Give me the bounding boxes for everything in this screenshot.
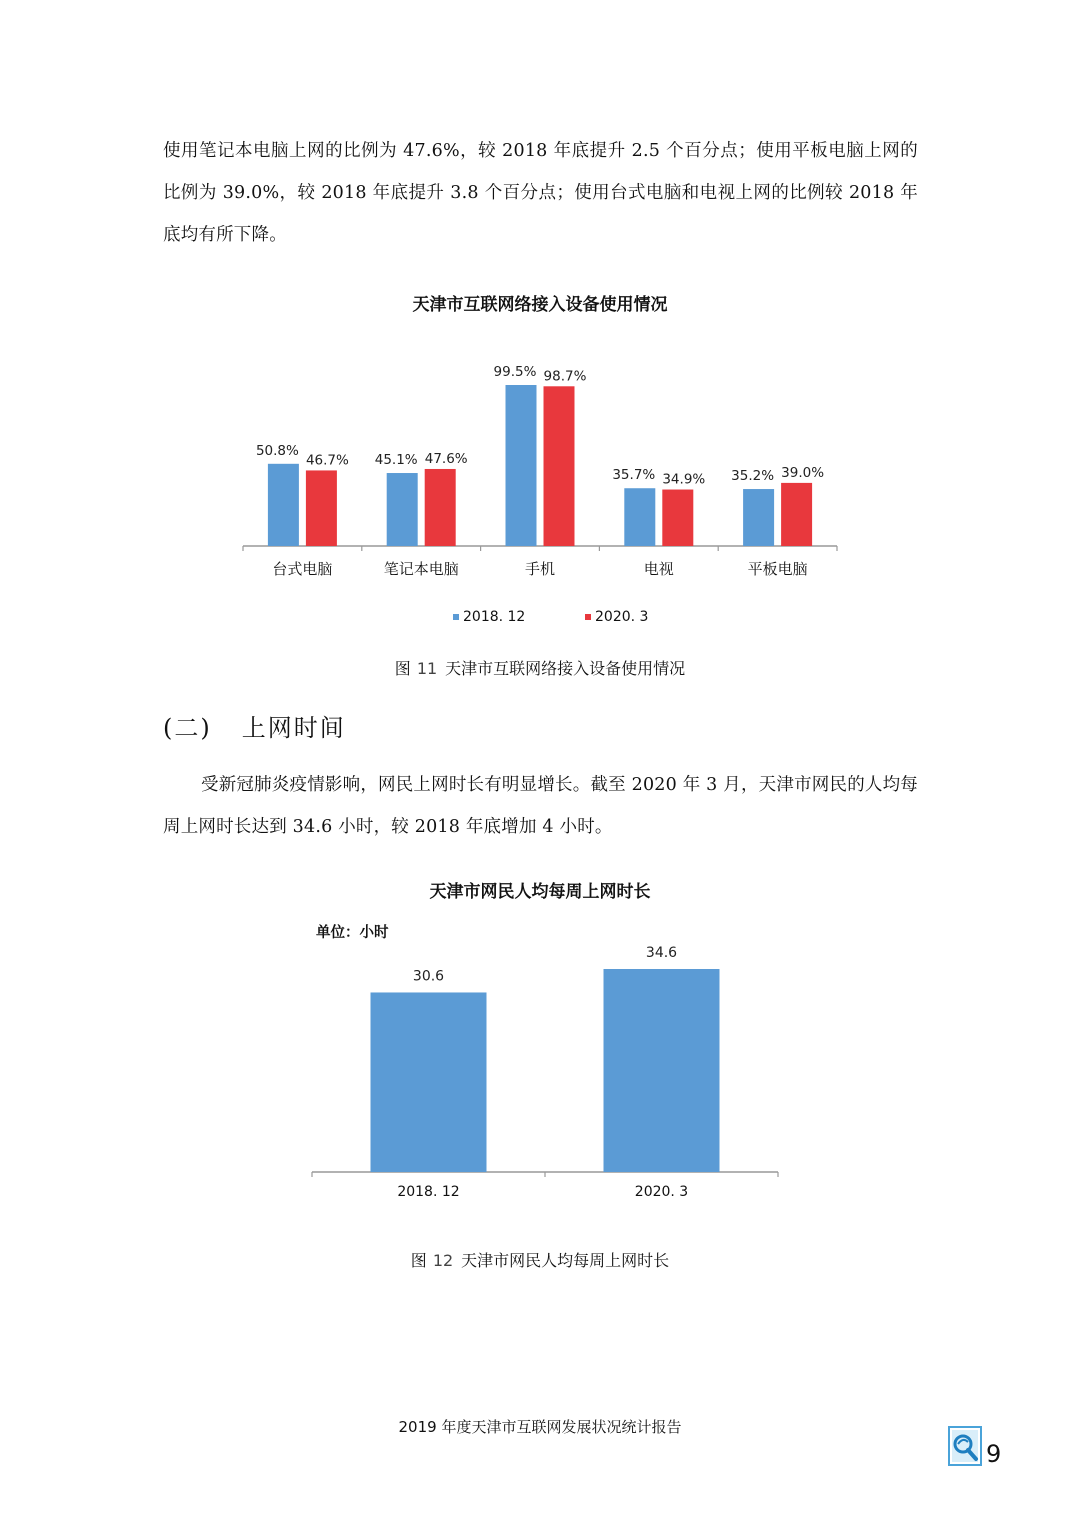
caption-text: 天津市网民人均每周上网时长 — [461, 1251, 670, 1270]
chart1-caption — [0, 656, 1080, 679]
page-number: 9 — [986, 1440, 1002, 1468]
category-label: 电视 — [643, 560, 674, 578]
section-label: (二) — [163, 714, 212, 742]
legend-label: 2020. 3 — [595, 609, 649, 625]
bar — [506, 385, 537, 546]
bar — [624, 488, 655, 546]
bar — [781, 483, 812, 546]
category-label: 2018. 12 — [397, 1184, 460, 1200]
data-label: 34.9% — [662, 471, 706, 488]
data-label: 50.8% — [255, 442, 299, 459]
bar — [371, 992, 487, 1172]
caption-prefix: 图 — [410, 1251, 427, 1270]
chart2-title: 天津市网民人均每周上网时长 — [429, 882, 651, 902]
bar — [425, 469, 456, 546]
legend-swatch — [585, 614, 591, 620]
category-label: 平板电脑 — [747, 560, 808, 578]
caption-number: 12 — [432, 1251, 454, 1270]
chart2-caption — [0, 1248, 1080, 1271]
caption-number: 11 — [416, 659, 438, 678]
weekly-hours-chart — [0, 930, 1080, 1220]
data-label: 99.5% — [493, 364, 537, 380]
category-label: 笔记本电脑 — [383, 560, 459, 578]
bar — [268, 464, 299, 546]
paragraph-online-time: 受新冠肺炎疫情影响，网民上网时长有明显增长。截至 2020 年 3 月，天津市网民的人均每周上网时长达到 34.6 小时，较 2018 年底增加 4 小时。 — [163, 775, 918, 837]
bar — [604, 969, 720, 1172]
bar — [544, 386, 575, 546]
data-label: 34.6 — [645, 945, 678, 961]
section-heading — [163, 708, 346, 743]
bar — [306, 470, 337, 546]
bar — [662, 490, 693, 546]
data-label: 45.1% — [374, 452, 418, 469]
category-label: 2020. 3 — [634, 1184, 689, 1200]
report-logo-icon — [948, 1426, 982, 1466]
data-label: 47.6% — [424, 450, 468, 467]
bar — [387, 473, 418, 546]
chart1-title: 天津市互联网络接入设备使用情况 — [412, 295, 668, 315]
data-label: 46.7% — [305, 452, 349, 469]
chart2-unit-label: 单位：小时 — [316, 925, 389, 941]
bar — [743, 489, 774, 546]
page-footer: 2019 年度天津市互联网发展状况统计报告 — [398, 1418, 682, 1436]
caption-prefix: 图 — [394, 659, 411, 678]
data-label: 35.2% — [731, 468, 775, 485]
category-label: 台式电脑 — [272, 560, 333, 578]
data-label: 35.7% — [612, 467, 656, 484]
caption-text: 天津市互联网络接入设备使用情况 — [445, 659, 686, 678]
section-title: 上网时间 — [241, 714, 346, 742]
data-label: 30.6 — [412, 968, 445, 985]
data-label: 39.0% — [781, 464, 825, 481]
legend-swatch — [453, 614, 459, 620]
category-label: 手机 — [524, 560, 556, 578]
legend-label: 2018. 12 — [463, 609, 526, 625]
paragraph-device-usage: 使用笔记本电脑上网的比例为 47.6%，较 2018 年底提升 2.5 个百分点；使用平板电脑上网的比例为 39.0%，较 2018 年底提升 3.8 个百分点；使用台式电脑和电视上网的比例较 2018 年底均有所下降。 — [163, 141, 918, 245]
device-usage-chart — [0, 330, 1080, 650]
data-label: 98.7% — [543, 368, 587, 385]
